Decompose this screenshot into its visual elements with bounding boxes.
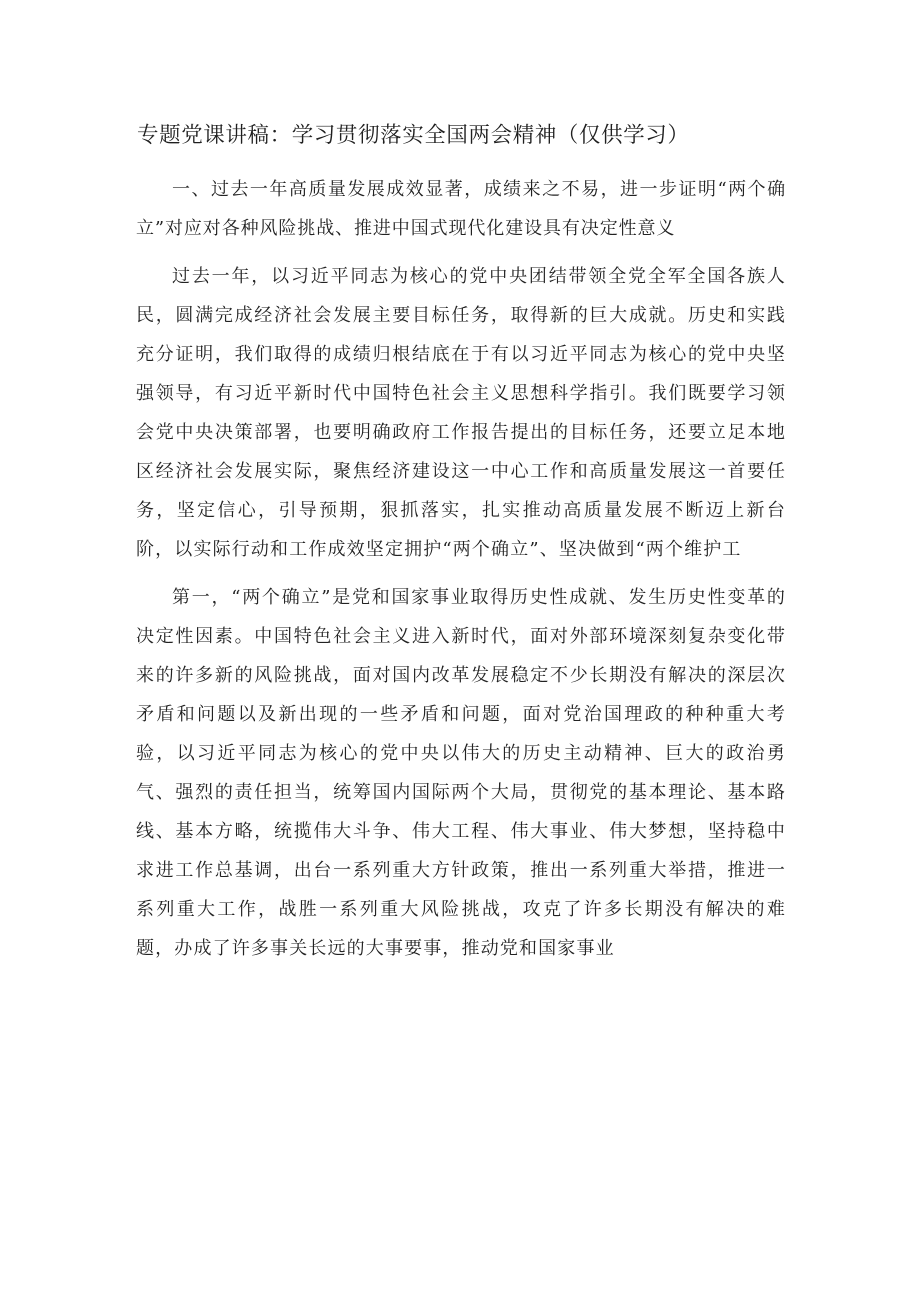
body-paragraph-1: 过去一年，以习近平同志为核心的党中央团结带领全党全军全国各族人民，圆满完成经济社会发展主要目标任务，取得新的巨大成就。历史和实践充分证明，我们取得的成绩归根结底在于有以习近平同志为核心的党中央坚强领导，有习近平新时代中国特色社会主义思想科学指引。我们既要学习领会党中央决策部署，也要明确政府工作报告提出的目标任务，还要立足本地区经济社会发展实际，聚焦经济建设这一中心工作和高质量发展这一首要任务，坚定信心，引导预期，狠抓落实，扎实推动高质量发展不断迈上新台阶，以实际行动和工作成效坚定拥护“两个确立”、坚决做到“两个维护工	[136, 266, 786, 560]
document-body	[136, 170, 786, 968]
document-title: 专题党课讲稿：学习贯彻落实全国两会精神（仅供学习）	[137, 123, 690, 148]
section-heading-1: 一、过去一年高质量发展成效显著，成绩来之不易，进一步证明“两个确立”对应对各种风险挑战、推进中国式现代化建设具有决定性意义	[136, 179, 786, 239]
body-paragraph-2: 第一，“两个确立”是党和国家事业取得历史性成就、发生历史性变革的决定性因素。中国特色社会主义进入新时代，面对外部环境深刻复杂变化带来的许多新的风险挑战，面对国内改革发展稳定不少长期没有解决的深层次矛盾和问题以及新出现的一些矛盾和问题，面对党治国理政的种种重大考验，以习近平同志为核心的党中央以伟大的历史主动精神、巨大的政治勇气、强烈的责任担当，统筹国内国际两个大局，贯彻党的基本理论、基本路线、基本方略，统揽伟大斗争、伟大工程、伟大事业、伟大梦想，坚持稳中求进工作总基调，出台一系列重大方针政策，推出一系列重大举措，推进一系列重大工作，战胜一系列重大风险挑战，攻克了许多长期没有解决的难题，办成了许多事关长远的大事要事，推动党和国家事业	[136, 587, 786, 959]
